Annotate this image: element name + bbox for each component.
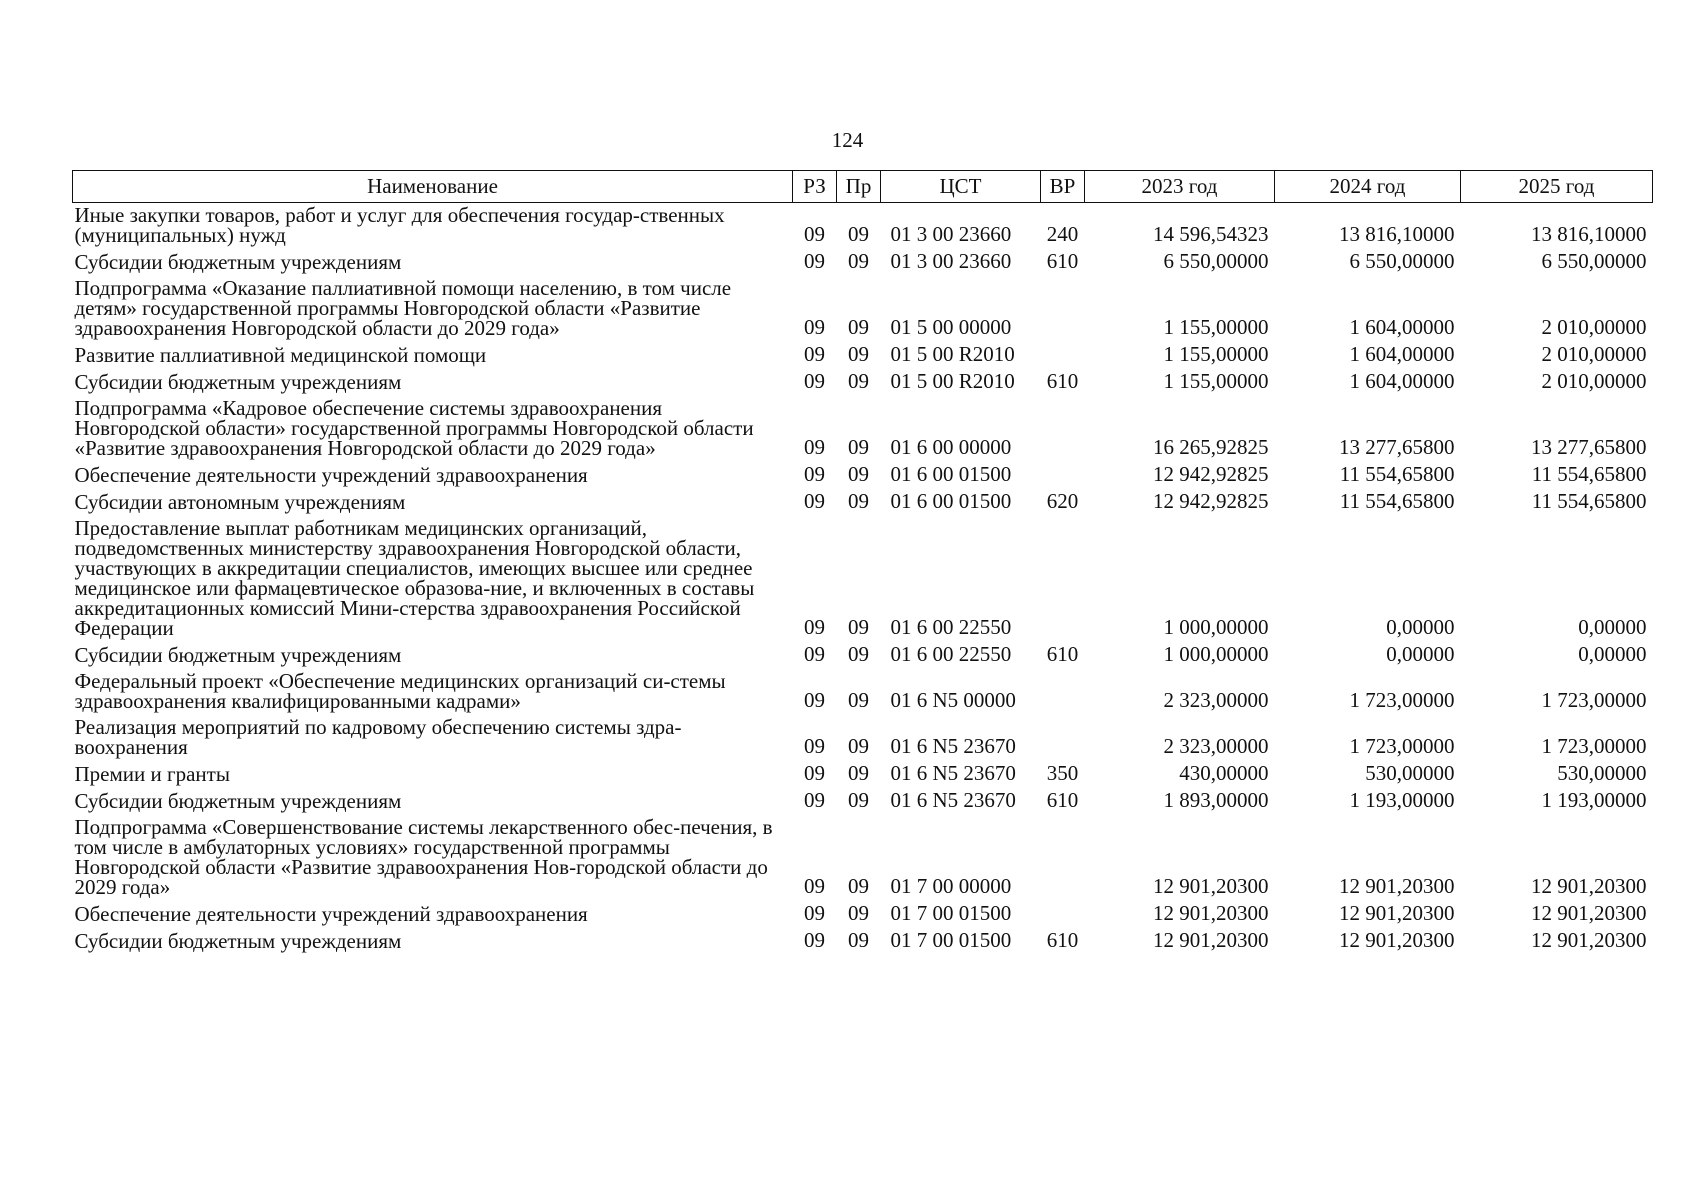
row-year-2024: 13 816,10000 (1339, 222, 1455, 246)
row-rz: 09 (804, 222, 825, 246)
row-vr (1041, 901, 1085, 928)
header-row (73, 171, 1653, 203)
row-year-2023: 1 000,00000 (1163, 642, 1269, 666)
row-name: Предоставление выплат работникам медицинских организаций, подведомственных министерству здравоохранения Новгородской области, участвующих в аккредитации специалистов, имеющих высшее или среднее медицинское или фармацевтическое образова-ние, и включенных в составы аккредитационных комиссий Мини-стерства здравоохранения Российской Федерации (74, 516, 755, 640)
row-rz: 09 (804, 249, 825, 273)
row-cst: 01 5 00 00000 (890, 315, 1012, 339)
header-year-2025: 2025 год (1461, 171, 1653, 203)
row-pr: 09 (848, 788, 869, 812)
row-pr: 09 (848, 342, 869, 366)
row-year-2023: 1 155,00000 (1163, 342, 1269, 366)
row-rz: 09 (804, 788, 825, 812)
row-year-2023: 1 000,00000 (1163, 615, 1269, 639)
row-year-2025: 12 901,20300 (1531, 928, 1647, 952)
row-name: Субсидии автономным учреждениям (74, 490, 406, 514)
row-pr: 09 (848, 874, 869, 898)
table-row (73, 928, 1653, 955)
row-name: Подпрограмма «Кадровое обеспечение системы здравоохранения Новгородской области» государственной программы Новгородской области «Развитие здравоохранения Новгородской области до 2029 года» (74, 396, 754, 460)
row-year-2024: 0,00000 (1386, 642, 1455, 666)
row-year-2023: 6 550,00000 (1163, 249, 1269, 273)
row-name: Подпрограмма «Совершенствование системы лекарственного обес-печения, в том числе в амбулаторных условиях» государственной программы Новгородской области «Развитие здравоохранения Нов-городской области до 2029 года» (74, 815, 773, 899)
row-year-2025: 2 010,00000 (1541, 315, 1647, 339)
row-year-2025: 1 193,00000 (1541, 788, 1647, 812)
row-vr: 610 (1046, 788, 1079, 812)
row-year-2024: 1 193,00000 (1349, 788, 1455, 812)
header-rz: РЗ (793, 171, 837, 203)
row-rz: 09 (804, 342, 825, 366)
row-year-2024: 1 604,00000 (1349, 369, 1455, 393)
row-vr (1041, 462, 1085, 489)
row-rz: 09 (804, 761, 825, 785)
header-name: Наименование (73, 171, 793, 203)
row-vr (1041, 815, 1085, 901)
row-year-2023: 430,00000 (1179, 761, 1269, 785)
row-year-2025: 12 901,20300 (1531, 874, 1647, 898)
row-vr: 610 (1046, 928, 1079, 952)
row-year-2024: 11 554,65800 (1339, 462, 1455, 486)
row-pr: 09 (848, 489, 869, 513)
row-name: Подпрограмма «Оказание паллиативной помощи населению, в том числе детям» государственной программы Новгородской области «Развитие здравоохранения Новгородской области до 2029 года» (74, 276, 732, 340)
row-vr: 240 (1046, 222, 1079, 246)
row-cst: 01 3 00 23660 (890, 249, 1012, 273)
row-pr: 09 (848, 315, 869, 339)
row-vr: 620 (1046, 489, 1079, 513)
row-vr (1041, 715, 1085, 761)
table-row (73, 396, 1653, 462)
row-vr: 610 (1046, 249, 1079, 273)
table-row (73, 715, 1653, 761)
row-cst: 01 7 00 01500 (890, 901, 1012, 925)
row-year-2025: 2 010,00000 (1541, 342, 1647, 366)
row-year-2024: 530,00000 (1365, 761, 1455, 785)
row-vr (1041, 669, 1085, 715)
row-pr: 09 (848, 928, 869, 952)
row-pr: 09 (848, 249, 869, 273)
row-vr: 350 (1046, 761, 1079, 785)
row-rz: 09 (804, 688, 825, 712)
row-pr: 09 (848, 688, 869, 712)
row-cst: 01 6 00 00000 (890, 435, 1012, 459)
header-vr: ВР (1041, 171, 1085, 203)
row-pr: 09 (848, 901, 869, 925)
table-body (73, 203, 1653, 956)
row-vr (1041, 276, 1085, 342)
row-year-2025: 0,00000 (1578, 642, 1647, 666)
row-cst: 01 5 00 R2010 (890, 369, 1015, 393)
row-pr: 09 (848, 222, 869, 246)
table-row (73, 669, 1653, 715)
row-pr: 09 (848, 615, 869, 639)
table-row (73, 761, 1653, 788)
row-year-2023: 12 942,92825 (1153, 462, 1269, 486)
table-row (73, 815, 1653, 901)
row-year-2025: 0,00000 (1578, 615, 1647, 639)
row-year-2024: 6 550,00000 (1349, 249, 1455, 273)
row-name: Развитие паллиативной медицинской помощи (74, 343, 487, 367)
row-year-2023: 16 265,92825 (1153, 435, 1269, 459)
row-rz: 09 (804, 315, 825, 339)
row-name: Реализация мероприятий по кадровому обеспечению системы здра-воохранения (74, 715, 682, 759)
row-year-2024: 12 901,20300 (1339, 901, 1455, 925)
header-year-2023: 2023 год (1085, 171, 1275, 203)
table-row (73, 249, 1653, 276)
row-year-2025: 530,00000 (1557, 761, 1647, 785)
row-vr (1041, 516, 1085, 642)
table-row (73, 369, 1653, 396)
row-cst: 01 6 N5 23670 (890, 788, 1016, 812)
row-cst: 01 6 00 01500 (890, 489, 1012, 513)
row-year-2023: 1 893,00000 (1163, 788, 1269, 812)
row-name: Премии и гранты (74, 762, 230, 786)
row-rz: 09 (804, 928, 825, 952)
row-name: Субсидии бюджетным учреждениям (74, 789, 402, 813)
row-cst: 01 6 N5 23670 (890, 734, 1016, 758)
table-header (73, 171, 1653, 203)
table-row (73, 276, 1653, 342)
row-pr: 09 (848, 435, 869, 459)
budget-table (72, 170, 1653, 955)
row-year-2025: 13 277,65800 (1531, 435, 1647, 459)
row-rz: 09 (804, 489, 825, 513)
table-row (73, 788, 1653, 815)
row-year-2023: 1 155,00000 (1163, 315, 1269, 339)
row-rz: 09 (804, 462, 825, 486)
row-vr (1041, 342, 1085, 369)
row-cst: 01 6 00 01500 (890, 462, 1012, 486)
row-year-2023: 2 323,00000 (1163, 734, 1269, 758)
table-row (73, 642, 1653, 669)
row-cst: 01 7 00 00000 (890, 874, 1012, 898)
row-year-2023: 2 323,00000 (1163, 688, 1269, 712)
row-year-2024: 0,00000 (1386, 615, 1455, 639)
row-pr: 09 (848, 734, 869, 758)
row-cst: 01 5 00 R2010 (890, 342, 1015, 366)
page-number: 124 (831, 128, 864, 152)
row-year-2024: 1 604,00000 (1349, 342, 1455, 366)
row-cst: 01 3 00 23660 (890, 222, 1012, 246)
row-year-2025: 11 554,65800 (1531, 489, 1647, 513)
row-year-2025: 13 816,10000 (1531, 222, 1647, 246)
header-year-2024: 2024 год (1275, 171, 1461, 203)
row-name: Субсидии бюджетным учреждениям (74, 929, 402, 953)
row-year-2024: 1 723,00000 (1349, 734, 1455, 758)
row-year-2023: 12 901,20300 (1153, 928, 1269, 952)
row-pr: 09 (848, 462, 869, 486)
table-row (73, 901, 1653, 928)
row-cst: 01 6 00 22550 (890, 615, 1012, 639)
row-rz: 09 (804, 615, 825, 639)
header-cst: ЦСТ (881, 171, 1041, 203)
table-row (73, 203, 1653, 250)
row-rz: 09 (804, 901, 825, 925)
row-rz: 09 (804, 734, 825, 758)
row-vr: 610 (1046, 369, 1079, 393)
row-year-2025: 1 723,00000 (1541, 688, 1647, 712)
header-pr: Пр (837, 171, 881, 203)
row-vr: 610 (1046, 642, 1079, 666)
row-name: Субсидии бюджетным учреждениям (74, 370, 402, 394)
row-year-2025: 1 723,00000 (1541, 734, 1647, 758)
row-name: Иные закупки товаров, работ и услуг для обеспечения государ-ственных (муниципальных) нужд (74, 203, 725, 247)
row-year-2024: 13 277,65800 (1339, 435, 1455, 459)
row-year-2025: 6 550,00000 (1541, 249, 1647, 273)
row-name: Обеспечение деятельности учреждений здравоохранения (74, 902, 588, 926)
table-row (73, 462, 1653, 489)
table-row (73, 342, 1653, 369)
row-name: Субсидии бюджетным учреждениям (74, 250, 402, 274)
row-rz: 09 (804, 369, 825, 393)
row-year-2024: 12 901,20300 (1339, 874, 1455, 898)
row-year-2023: 12 942,92825 (1153, 489, 1269, 513)
table-row (73, 489, 1653, 516)
row-rz: 09 (804, 874, 825, 898)
row-year-2024: 1 604,00000 (1349, 315, 1455, 339)
row-year-2023: 12 901,20300 (1153, 874, 1269, 898)
table-row (73, 516, 1653, 642)
row-rz: 09 (804, 642, 825, 666)
row-vr (1041, 396, 1085, 462)
row-cst: 01 6 N5 23670 (890, 761, 1016, 785)
row-pr: 09 (848, 369, 869, 393)
row-rz: 09 (804, 435, 825, 459)
row-name: Обеспечение деятельности учреждений здравоохранения (74, 463, 588, 487)
row-year-2023: 12 901,20300 (1153, 901, 1269, 925)
row-name: Федеральный проект «Обеспечение медицинских организаций си-стемы здравоохранения квалифицированными кадрами» (74, 669, 726, 713)
row-pr: 09 (848, 642, 869, 666)
row-year-2023: 1 155,00000 (1163, 369, 1269, 393)
row-pr: 09 (848, 761, 869, 785)
row-cst: 01 6 00 22550 (890, 642, 1012, 666)
row-year-2025: 12 901,20300 (1531, 901, 1647, 925)
row-name: Субсидии бюджетным учреждениям (74, 643, 402, 667)
row-year-2025: 2 010,00000 (1541, 369, 1647, 393)
row-year-2024: 11 554,65800 (1339, 489, 1455, 513)
row-year-2023: 14 596,54323 (1153, 222, 1269, 246)
row-cst: 01 6 N5 00000 (890, 688, 1016, 712)
row-cst: 01 7 00 01500 (890, 928, 1012, 952)
row-year-2024: 1 723,00000 (1349, 688, 1455, 712)
row-year-2025: 11 554,65800 (1531, 462, 1647, 486)
row-year-2024: 12 901,20300 (1339, 928, 1455, 952)
